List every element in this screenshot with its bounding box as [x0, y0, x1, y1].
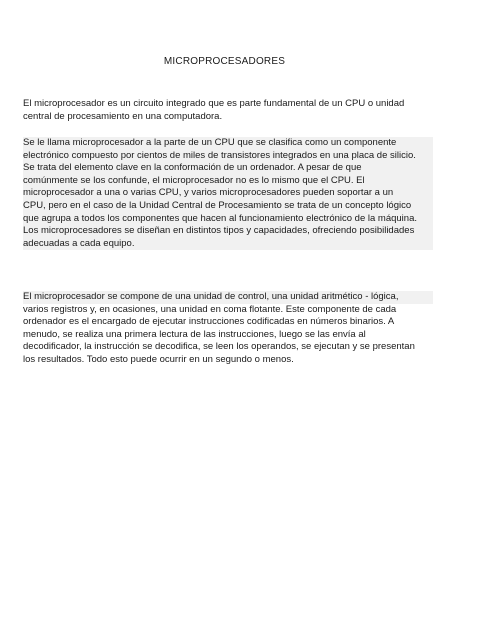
text-line: varios registros y, en ocasiones, una unidad en coma flotante. Este componente de cada — [23, 303, 397, 315]
text-line: CPU, pero en el caso de la Unidad Central de Procesamiento se trata de un concepto lógico — [23, 200, 433, 213]
text-line: El microprocesador se compone de una unidad de control, una unidad aritmético - lógica, — [23, 291, 433, 304]
text-line: electrónico compuesto por cientos de miles de transistores integrados en una placa de silicio. — [23, 150, 433, 163]
text-line: que agrupa a todos los componentes que hacen al funcionamiento electrónico de la máquina. — [23, 213, 433, 226]
text-line: El microprocesador es un circuito integrado que es parte fundamental de un CPU o unidad — [23, 98, 405, 109]
text-line: ordenador es el encargado de ejecutar instrucciones codificadas en números binarios. A — [23, 316, 395, 328]
text-line: decodificador, la instrucción se decodifica, se leen los operandos, se ejecutan y se presentan — [23, 341, 415, 353]
text-line: Se le llama microprocesador a la parte de un CPU que se clasifica como un componente — [23, 137, 433, 150]
text-line: Se trata del elemento clave en la conformación de un ordenador. A pesar de que — [23, 162, 433, 175]
document-title: MICROPROCESADORES — [163, 56, 286, 67]
text-line: comúnmente se los confunde, el microprocesador no es lo mismo que el CPU. El — [23, 175, 433, 188]
text-line: adecuadas a cada equipo. — [23, 238, 433, 251]
paragraph-components — [23, 291, 433, 367]
text-line: central de procesamiento en una computadora. — [23, 110, 223, 122]
text-line: Los microprocesadores se diseñan en distintos tipos y capacidades, ofreciendo posibilidades — [23, 225, 433, 238]
paragraph-description — [23, 137, 433, 250]
text-line: menudo, se realiza una primera lectura de las instrucciones, luego se las envía al — [23, 328, 366, 340]
text-line: microprocesador a una o varias CPU, y varios microprocesadores pueden soportar a un — [23, 187, 433, 200]
text-line: los resultados. Todo esto puede ocurrir en un segundo o menos. — [23, 353, 294, 365]
paragraph-definition — [23, 98, 433, 123]
